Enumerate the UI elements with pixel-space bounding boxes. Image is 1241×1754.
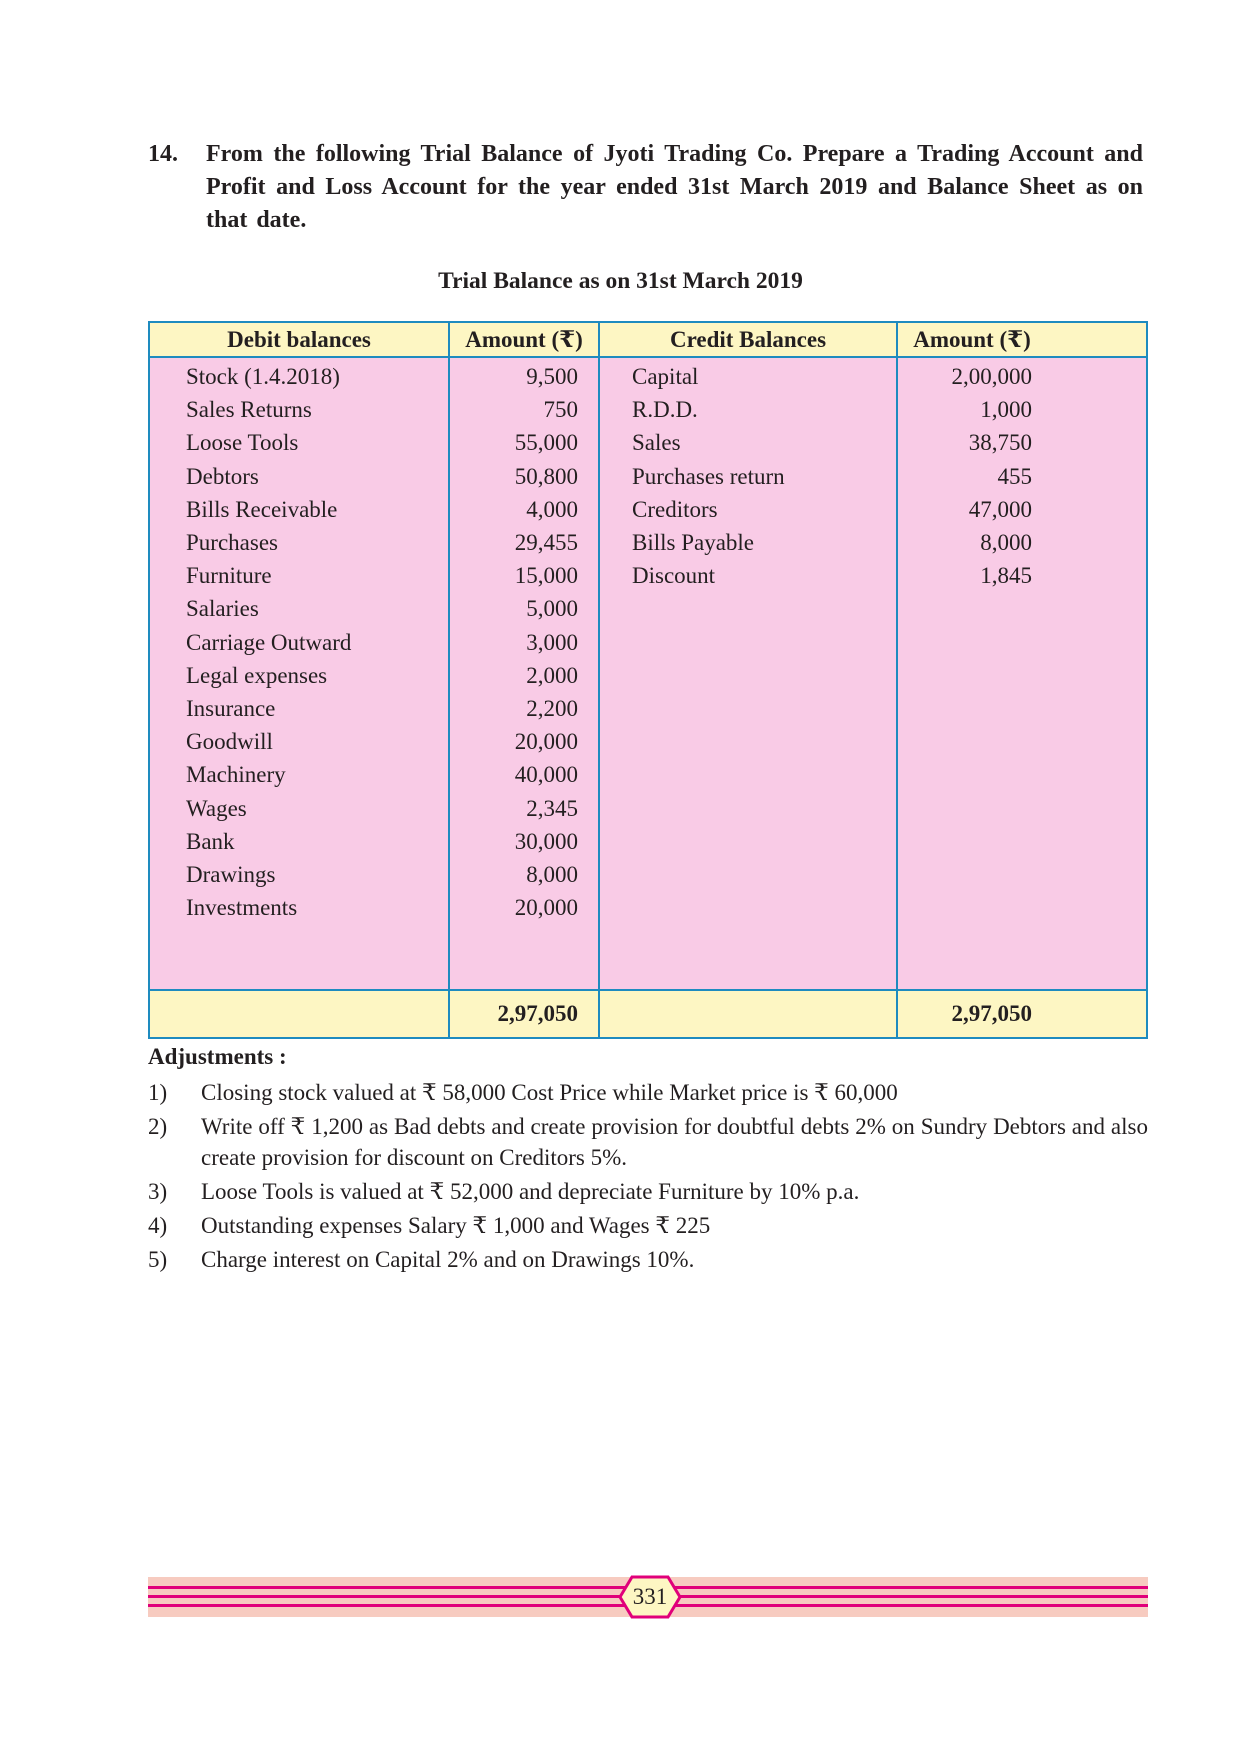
column-divider <box>896 323 898 1037</box>
debit-label: Investments <box>186 895 298 921</box>
adjustment-item <box>148 1077 1148 1108</box>
table-row <box>150 756 1146 793</box>
adjustment-item <box>148 1176 1148 1207</box>
header-debit-amount: Amount (₹) <box>465 327 583 352</box>
debit-label: Drawings <box>186 862 276 887</box>
table-row <box>150 823 1146 860</box>
table-row <box>150 358 1146 395</box>
table-row <box>150 624 1146 661</box>
table-row <box>150 723 1146 760</box>
credit-amount: 47,000 <box>968 496 1032 522</box>
adjustment-text: Loose Tools is valued at ₹ 52,000 and depreciate Furniture by 10% p.a. <box>201 1179 860 1204</box>
debit-label: Goodwill <box>186 729 273 755</box>
credit-label: Purchases return <box>632 463 785 489</box>
debit-amount: 20,000 <box>514 729 578 755</box>
credit-amount: 8,000 <box>980 530 1032 555</box>
debit-label: Salaries <box>186 596 259 622</box>
adjustments-list <box>148 1077 1148 1275</box>
debit-total: 2,97,050 <box>497 1001 578 1026</box>
debit-label: Wages <box>186 795 247 821</box>
debit-amount: 5,000 <box>526 596 578 622</box>
debit-amount: 3,000 <box>526 629 578 655</box>
table-row <box>150 856 1146 893</box>
header-debit-balances: Debit balances <box>227 327 371 352</box>
credit-amount: 1,000 <box>980 397 1032 423</box>
credit-amount: 455 <box>997 463 1032 489</box>
debit-label: Debtors <box>186 463 259 489</box>
credit-label: Discount <box>632 563 716 589</box>
column-divider <box>448 323 450 1037</box>
debit-label: Machinery <box>186 762 286 788</box>
header-credit-amount: Amount (₹) <box>913 327 1031 352</box>
debit-label: Bank <box>186 828 235 854</box>
adjustment-number: 3) <box>148 1179 168 1204</box>
credit-label: Bills Payable <box>632 530 755 555</box>
credit-total: 2,97,050 <box>951 1001 1032 1026</box>
debit-amount: 8,000 <box>526 862 578 887</box>
table-row <box>150 889 1146 926</box>
debit-amount: 29,455 <box>514 530 578 555</box>
debit-label: Loose Tools <box>186 430 299 456</box>
adjustment-text: Closing stock valued at ₹ 58,000 Cost Price while Market price is ₹ 60,000 <box>201 1080 898 1105</box>
debit-label: Furniture <box>186 563 272 589</box>
debit-label: Legal expenses <box>186 662 328 688</box>
table-header <box>150 323 1146 358</box>
question-number: 14. <box>148 141 178 167</box>
debit-label: Sales Returns <box>186 397 312 423</box>
debit-amount: 9,500 <box>526 364 578 389</box>
trial-balance-table <box>148 321 1148 1039</box>
adjustment-number: 4) <box>148 1213 168 1238</box>
table-row <box>150 524 1146 561</box>
table-row <box>150 491 1146 528</box>
adjustment-item <box>148 1111 1148 1173</box>
adjustment-text: Write off ₹ 1,200 as Bad debts and create provision for doubtful debts 2% on Sundry Debtors and also create provision for discount on Creditors 5%. <box>201 1114 1148 1170</box>
credit-label: Sales <box>632 430 681 456</box>
credit-label: R.D.D. <box>632 397 698 423</box>
debit-amount: 4,000 <box>526 496 578 522</box>
debit-label: Carriage Outward <box>186 629 352 655</box>
page-footer <box>148 1577 1148 1617</box>
credit-amount: 1,845 <box>980 563 1032 589</box>
adjustment-item <box>148 1244 1148 1275</box>
adjustments <box>148 1040 1148 1275</box>
adjustment-text: Charge interest on Capital 2% and on Drawings 10%. <box>201 1247 695 1272</box>
debit-amount: 2,000 <box>526 662 578 688</box>
question-text: From the following Trial Balance of Jyoti Trading Co. Prepare a Trading Account and Profit and Loss Account for the year ended 31st March 2019 and Balance Sheet as on that date. <box>206 141 1143 233</box>
table-row <box>150 657 1146 694</box>
header-credit-balances: Credit Balances <box>669 327 827 352</box>
table-row <box>150 458 1146 495</box>
debit-label: Insurance <box>186 696 276 721</box>
adjustment-number: 2) <box>148 1114 168 1139</box>
debit-label: Stock (1.4.2018) <box>186 364 340 389</box>
credit-amount: 38,750 <box>968 430 1032 456</box>
table-row <box>150 424 1146 461</box>
column-divider <box>598 323 600 1037</box>
adjustment-text: Outstanding expenses Salary ₹ 1,000 and Wages ₹ 225 <box>201 1213 711 1238</box>
table-row <box>150 690 1146 727</box>
adjustment-number: 5) <box>148 1247 168 1272</box>
debit-amount: 30,000 <box>514 828 578 854</box>
debit-label: Bills Receivable <box>186 496 338 522</box>
debit-label: Purchases <box>186 530 278 555</box>
credit-label: Creditors <box>632 496 718 522</box>
debit-amount: 40,000 <box>514 762 578 788</box>
adjustment-item <box>148 1210 1148 1241</box>
debit-amount: 750 <box>543 397 578 423</box>
credit-label: Capital <box>632 364 699 389</box>
question <box>148 138 1143 237</box>
table-row <box>150 391 1146 428</box>
table-title: Trial Balance as on 31st March 2019 <box>438 268 803 294</box>
adjustments-title: Adjustments : <box>148 1044 287 1069</box>
debit-amount: 20,000 <box>514 895 578 921</box>
debit-amount: 2,345 <box>526 795 578 821</box>
table-row <box>150 557 1146 594</box>
debit-amount: 2,200 <box>526 696 578 721</box>
page-number: 331 <box>632 1584 668 1609</box>
debit-amount: 55,000 <box>514 430 578 456</box>
credit-amount: 2,00,000 <box>951 364 1032 389</box>
debit-amount: 15,000 <box>514 563 578 589</box>
table-row <box>150 790 1146 827</box>
debit-amount: 50,800 <box>514 463 578 489</box>
adjustment-number: 1) <box>148 1080 168 1105</box>
table-total-row <box>150 989 1146 1037</box>
table-row <box>150 590 1146 627</box>
